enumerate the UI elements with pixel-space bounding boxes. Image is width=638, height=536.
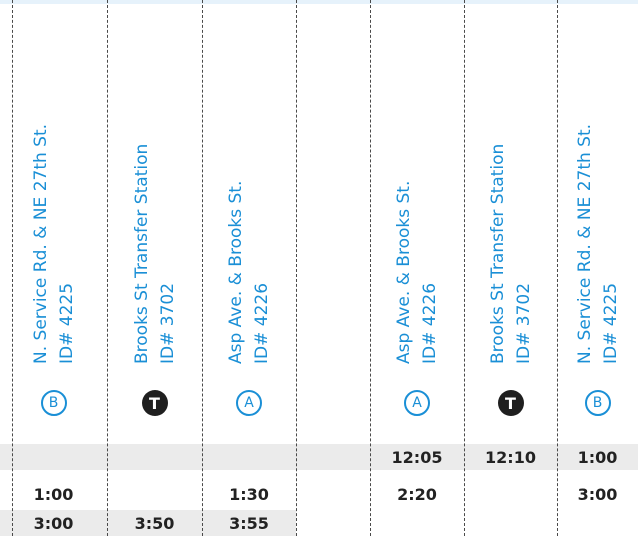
timetable-column <box>296 4 370 536</box>
column-header <box>202 4 296 444</box>
time-cell: 1:30 <box>229 484 269 504</box>
stop-id: ID# 4225 <box>600 282 621 364</box>
column-header <box>557 4 638 444</box>
column-divider <box>12 0 13 536</box>
stop-name <box>28 24 80 364</box>
time-cell: 2:20 <box>397 484 437 504</box>
stop-name <box>485 24 537 364</box>
timepoint-b-icon: B <box>41 390 67 416</box>
time-cell <box>557 510 638 536</box>
time-cell: 3:50 <box>107 510 202 536</box>
stop-name-line: Asp Ave. & Brooks St. <box>226 180 246 364</box>
time-cell <box>296 484 370 504</box>
stop-name-line: N. Service Rd. & NE 27th St. <box>30 123 51 364</box>
time-cell: 1:00 <box>557 444 638 470</box>
timetable-column <box>557 4 638 536</box>
time-cell <box>296 510 370 536</box>
time-cell <box>464 484 557 504</box>
column-header <box>464 4 557 444</box>
timepoint-b-icon: B <box>585 390 611 416</box>
time-cell: 3:00 <box>0 510 107 536</box>
stop-name <box>391 24 443 364</box>
stop-id: ID# 4226 <box>420 282 440 364</box>
column-divider <box>370 0 371 536</box>
timetable-column <box>370 4 464 536</box>
timetable-column <box>202 4 296 536</box>
timetable-column <box>464 4 557 536</box>
stop-name-line: Brooks St Transfer Station <box>487 143 508 364</box>
column-divider <box>557 0 558 536</box>
column-divider <box>107 0 108 536</box>
column-divider <box>296 0 297 536</box>
column-divider <box>202 0 203 536</box>
stop-name <box>129 24 181 364</box>
stop-id: ID# 4225 <box>56 282 77 364</box>
time-cell: 12:10 <box>464 444 557 470</box>
column-header <box>107 4 202 444</box>
column-header <box>0 4 107 444</box>
time-cell: 12:05 <box>370 444 464 470</box>
timepoint-a-icon: A <box>236 390 262 416</box>
time-cell <box>0 444 107 470</box>
time-cell <box>296 444 370 470</box>
transfer-t-icon: T <box>142 390 168 416</box>
timetable-column <box>0 4 107 536</box>
time-cell <box>107 444 202 470</box>
column-divider <box>464 0 465 536</box>
time-cell <box>202 444 296 470</box>
transfer-t-icon: T <box>498 390 524 416</box>
time-cell <box>107 484 202 504</box>
time-cell <box>464 510 557 536</box>
timetable-column <box>107 4 202 536</box>
stop-id: ID# 3702 <box>513 282 534 364</box>
time-cell: 1:00 <box>33 484 74 504</box>
stop-id: ID# 4226 <box>252 282 272 364</box>
stop-name <box>572 24 624 364</box>
column-header <box>370 4 464 444</box>
timepoint-a-icon: A <box>404 390 430 416</box>
stop-name-line: Asp Ave. & Brooks St. <box>394 180 414 364</box>
time-cell: 3:55 <box>202 510 296 536</box>
time-cell <box>370 510 464 536</box>
stop-name <box>223 24 275 364</box>
time-cell: 3:00 <box>577 484 618 504</box>
stop-id: ID# 3702 <box>157 282 178 364</box>
stop-name-line: N. Service Rd. & NE 27th St. <box>574 123 595 364</box>
stop-name-line: Brooks St Transfer Station <box>131 143 152 364</box>
